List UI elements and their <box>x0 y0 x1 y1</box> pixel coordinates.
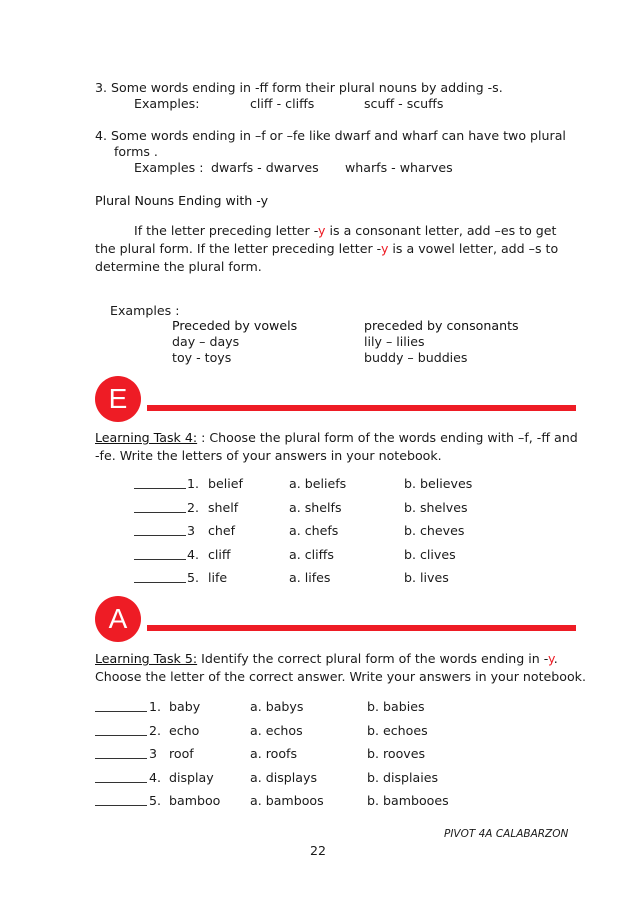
para-text: is a consonant letter, add –es to get <box>325 223 557 238</box>
choice-a: a. bamboos <box>250 793 324 809</box>
answer-blank <box>134 570 186 586</box>
task-5-highlight-y: y <box>548 651 554 666</box>
task-5-line-1 <box>95 651 558 666</box>
section-y-paragraph-line-2 <box>95 241 558 256</box>
col-header-vowels: Preceded by vowels <box>172 318 298 333</box>
task-5-label: Learning Task 5: <box>95 651 198 666</box>
col-header-consonants: preceded by consonants <box>364 318 519 333</box>
item-word: belief <box>208 476 243 491</box>
choice-b: b. shelves <box>404 499 468 515</box>
para-text: the plural form. If the letter preceding letter - <box>95 241 381 256</box>
item-number: 1. <box>149 699 162 714</box>
vowel-example-1: day – days <box>172 334 240 349</box>
item-number: 4. <box>149 769 162 785</box>
choice-b: b. lives <box>404 570 449 586</box>
item-number: 5. <box>149 793 162 809</box>
section-e-divider <box>147 405 576 411</box>
item-word: life <box>208 570 228 586</box>
rule-4-line-2: forms . <box>114 144 158 159</box>
item-word: display <box>169 769 214 785</box>
para-text: is a vowel letter, add –s to <box>388 241 559 256</box>
para-highlight-y: y <box>380 241 389 256</box>
item-number: 2. <box>149 722 162 738</box>
item-number: 4. <box>187 546 200 562</box>
section-a-badge: A <box>95 596 141 642</box>
choice-a: a. cliffs <box>289 546 334 562</box>
choice-b: b. believes <box>404 476 473 491</box>
item-number: 3 <box>187 523 196 539</box>
item-word: roof <box>169 746 194 762</box>
choice-b: b. bambooes <box>367 793 449 809</box>
consonant-example-1: lily – lilies <box>364 334 425 349</box>
vowel-example-2: toy - toys <box>172 350 232 365</box>
task-4-line-2: -fe. Write the letters of your answers in your notebook. <box>95 448 442 463</box>
choice-a: a. displays <box>250 769 318 785</box>
footer-region: PIVOT 4A CALABARZON <box>444 828 569 840</box>
section-y-heading: Plural Nouns Ending with -y <box>95 193 269 208</box>
task-4-line-1 <box>95 430 578 445</box>
choice-a: a. lifes <box>289 570 331 586</box>
para-highlight-y: y <box>318 223 326 238</box>
item-word: bamboo <box>169 793 221 809</box>
choice-a: a. chefs <box>289 523 339 539</box>
item-number: 1. <box>187 476 200 491</box>
item-number: 2. <box>187 499 200 515</box>
rule-4-line-1: 4. Some words ending in –f or –fe like dwarf and wharf can have two plural <box>95 128 566 143</box>
task-5-line-2: Choose the letter of the correct answer. Write your answers in your notebook. <box>95 669 586 684</box>
answer-blank <box>95 770 147 786</box>
item-word: cliff <box>208 546 231 562</box>
rule-3-text: 3. Some words ending in -ff form their plural nouns by adding -s. <box>95 80 503 95</box>
section-y-examples-label: Examples : <box>110 303 180 318</box>
item-number: 5. <box>187 570 200 586</box>
answer-blank <box>95 723 147 739</box>
item-word: chef <box>208 523 236 539</box>
rule-4-examples-label: Examples : <box>134 160 204 175</box>
section-a-divider <box>147 625 576 631</box>
rule-3-example-1: cliff - cliffs <box>250 96 315 111</box>
page-number: 22 <box>310 843 327 858</box>
consonant-example-2: buddy – buddies <box>364 350 468 365</box>
answer-blank <box>95 746 147 762</box>
rule-4-example-2: wharfs - wharves <box>345 160 453 175</box>
section-y-paragraph-line-1 <box>134 223 557 238</box>
rule-3-examples-label: Examples: <box>134 96 200 111</box>
task-5-instruction: Identify the correct plural form of the words ending in - <box>197 651 549 666</box>
section-y-paragraph-line-3: determine the plural form. <box>95 259 262 274</box>
choice-b: b. clives <box>404 546 456 562</box>
answer-blank <box>95 699 147 715</box>
choice-b: b. babies <box>367 699 425 714</box>
choice-a: a. roofs <box>250 746 298 762</box>
section-e-badge: E <box>95 376 141 422</box>
choice-a: a. shelfs <box>289 499 342 515</box>
task-4-instruction: : Choose the plural form of the words ending with –f, -ff and <box>197 430 578 445</box>
item-word: shelf <box>208 499 239 515</box>
choice-b: b. echoes <box>367 722 428 738</box>
choice-b: b. displaies <box>367 769 439 785</box>
rule-3-example-2: scuff - scuffs <box>364 96 444 111</box>
answer-blank <box>95 793 147 809</box>
choice-a: a. echos <box>250 722 303 738</box>
answer-blank <box>134 476 186 492</box>
choice-a: a. beliefs <box>289 476 347 491</box>
item-word: baby <box>169 699 201 714</box>
choice-b: b. cheves <box>404 523 465 539</box>
choice-a: a. babys <box>250 699 304 714</box>
task-4-label: Learning Task 4: <box>95 430 198 445</box>
item-word: echo <box>169 722 200 738</box>
para-text: If the letter preceding letter - <box>134 223 319 238</box>
answer-blank <box>134 547 186 563</box>
answer-blank <box>134 523 186 539</box>
rule-4-example-1: dwarfs - dwarves <box>211 160 319 175</box>
answer-blank <box>134 500 186 516</box>
task-5-period: . <box>553 651 558 666</box>
item-number: 3 <box>149 746 158 762</box>
choice-b: b. rooves <box>367 746 426 762</box>
